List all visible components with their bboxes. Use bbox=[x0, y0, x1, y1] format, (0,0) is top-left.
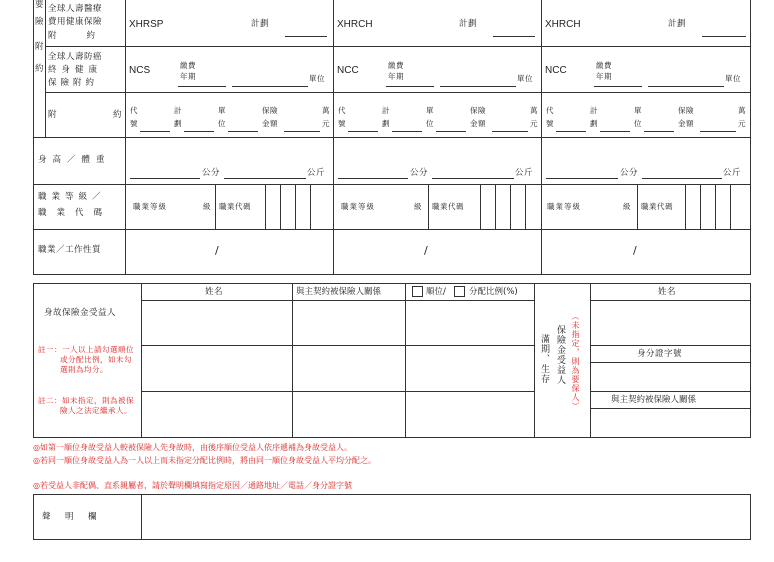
plan-code: XHRSP bbox=[129, 19, 164, 30]
rider-col-bottom: 約 bbox=[35, 64, 45, 74]
col-ratio-header: 分配比例(%) bbox=[469, 287, 518, 297]
order-checkbox[interactable] bbox=[412, 286, 423, 297]
job-nature-label: 職業／工作性質 bbox=[38, 245, 102, 255]
declaration-field[interactable] bbox=[142, 495, 750, 539]
col-order-header: 順位/ bbox=[426, 287, 446, 297]
cancer-plan-code: NCS bbox=[129, 65, 151, 76]
note-line-1: ◎如第一順位身故受益人較被保險人先身故時，由後序順位受益人依序遞補為身故受益人。 bbox=[33, 443, 352, 452]
declaration-label: 聲 明 欄 bbox=[42, 512, 100, 522]
maturity-label-2: 保險金受益人 bbox=[555, 325, 565, 385]
plan-label: 計劃 bbox=[251, 19, 270, 29]
maturity-note: （未指定，則為要保人） bbox=[571, 312, 580, 411]
right-id-header: 身分證字號 bbox=[637, 349, 683, 359]
rider-col-top: 要 bbox=[35, 0, 45, 10]
occupation-label-b: 職業代碼 bbox=[38, 208, 113, 218]
col-name-header: 姓名 bbox=[205, 287, 224, 297]
death-beneficiary-label: 身故保險金受益人 bbox=[44, 308, 117, 318]
height-weight-label: 身高／體重 bbox=[38, 155, 111, 165]
right-relation-header: 與主契約被保險人關係 bbox=[611, 395, 697, 405]
occupation-label-a: 職業等級／ bbox=[38, 192, 106, 202]
note-line-3: ◎若受益人非配偶、直系親屬者，請於聲明欄填寫指定原因／通路地址／電話／身分證字號 bbox=[33, 481, 352, 490]
rider-col-mid: 險 bbox=[35, 17, 45, 27]
other-rider-label-left: 附 bbox=[48, 110, 58, 120]
col-relation-header: 與主契約被保險人關係 bbox=[296, 287, 382, 297]
ratio-checkbox[interactable] bbox=[454, 286, 465, 297]
maturity-label: 滿期、生存 bbox=[539, 334, 549, 384]
right-name-header: 姓名 bbox=[658, 287, 677, 297]
note-line-2: ◎若同一順位身故受益人為一人以上而未指定分配比例時，將由同一順位身故受益人平均分配之。 bbox=[33, 456, 376, 465]
rider-col-mid2: 附 bbox=[35, 42, 45, 52]
other-rider-label-right: 約 bbox=[113, 110, 123, 120]
